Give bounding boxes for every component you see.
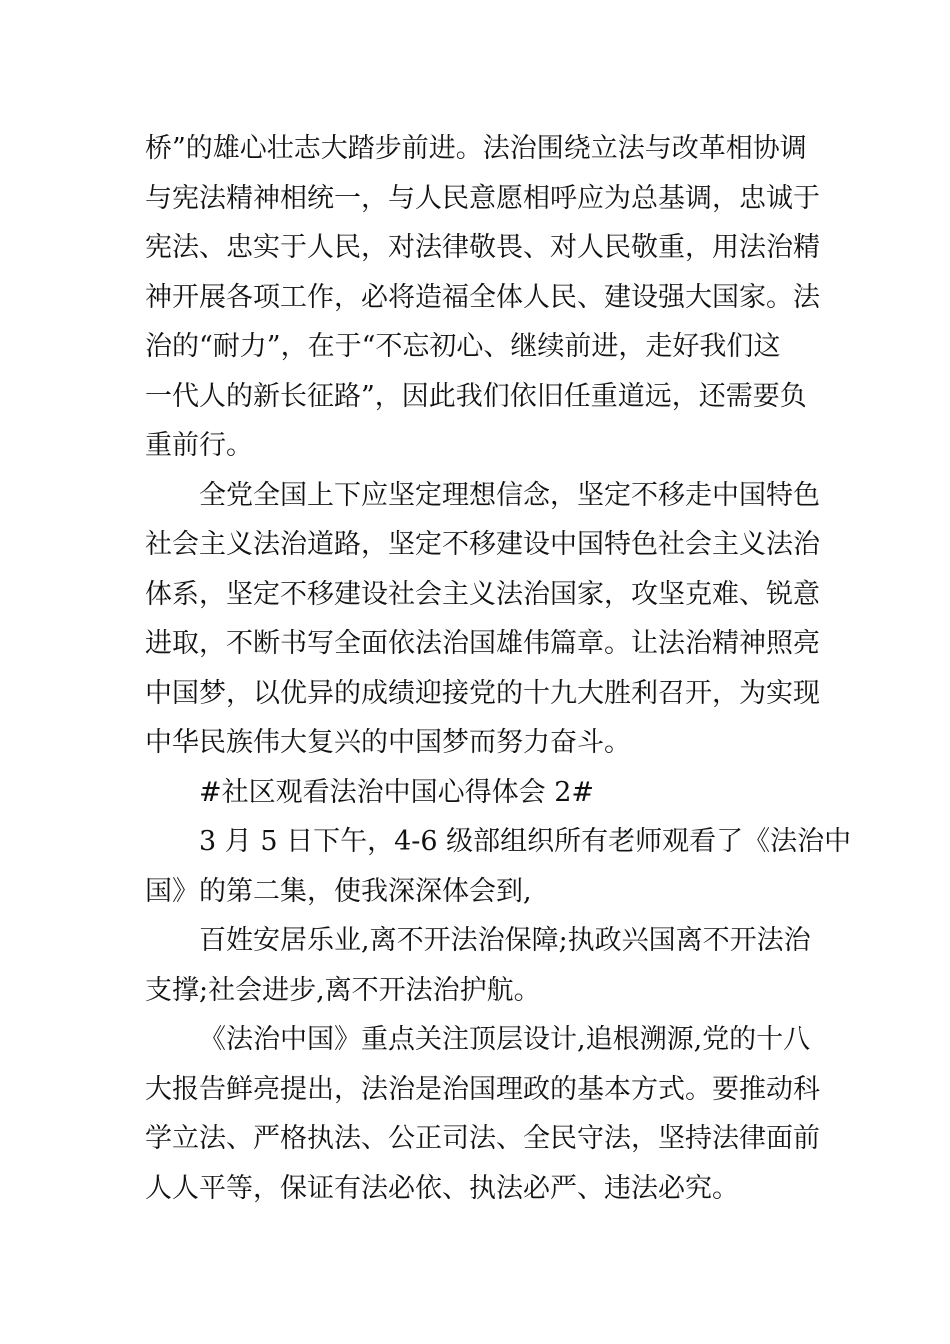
text-line: 国》的第二集，使我深深体会到, xyxy=(145,875,532,907)
text-line: 人人平等，保证有法必依、执法必严、违法必究。 xyxy=(145,1172,739,1204)
text-line: 宪法、忠实于人民，对法律敬畏、对人民敬重，用法治精 xyxy=(145,232,820,263)
text-line: 社会主义法治道路，坚定不移建设中国特色社会主义法治 xyxy=(145,529,820,560)
text-line: 全党全国上下应坚定理想信念，坚定不移走中国特色 xyxy=(199,479,820,511)
paragraph-3 xyxy=(145,817,852,916)
text-line: 支撑;社会进步,离不开法治护航。 xyxy=(145,974,541,1006)
text-line: 中国梦，以优异的成绩迎接党的十九大胜利召开，为实现 xyxy=(145,677,820,709)
text-line: 百姓安居乐业,离不开法治保障;执政兴国离不开法治 xyxy=(199,925,811,956)
text-line: 大报告鲜亮提出，法治是治国理政的基本方式。要推动科 xyxy=(145,1073,820,1105)
text-line: 学立法、严格执法、公正司法、全民守法，坚持法律面前 xyxy=(145,1123,820,1154)
paragraph-5 xyxy=(145,1015,820,1213)
text-line: 3 月 5 日下午，4-6 级部组织所有老师观看了《法治中 xyxy=(199,826,852,857)
text-line: 中华民族伟大复兴的中国梦而努力奋斗。 xyxy=(145,727,631,758)
section-heading xyxy=(145,768,805,818)
text-line: 《法治中国》重点关注顶层设计,追根溯源,党的十八 xyxy=(199,1024,811,1055)
text-line: 体系，坚定不移建设社会主义法治国家，攻坚克难、锐意 xyxy=(145,578,820,610)
document-body xyxy=(145,124,852,1213)
text-line: 桥”的雄心壮志大踏步前进。法治围绕立法与改革相协调 xyxy=(145,133,807,164)
text-line: 治的“耐力”，在于“不忘初心、继续前进，走好我们这 xyxy=(145,331,781,362)
text-line: 重前行。 xyxy=(145,430,253,461)
paragraph-4 xyxy=(145,916,811,1015)
text-line: 神开展各项工作，必将造福全体人民、建设强大国家。法 xyxy=(145,281,820,313)
text-line: #社区观看法治中国心得体会 2# xyxy=(199,776,595,808)
text-line: 与宪法精神相统一，与人民意愿相呼应为总基调，忠诚于 xyxy=(145,182,820,214)
text-line: 进取，不断书写全面依法治国雄伟篇章。让法治精神照亮 xyxy=(145,628,820,659)
paragraph-2 xyxy=(145,471,820,768)
text-line: 一代人的新长征路”，因此我们依旧任重道远，还需要负 xyxy=(145,380,807,412)
paragraph-1 xyxy=(145,124,820,471)
